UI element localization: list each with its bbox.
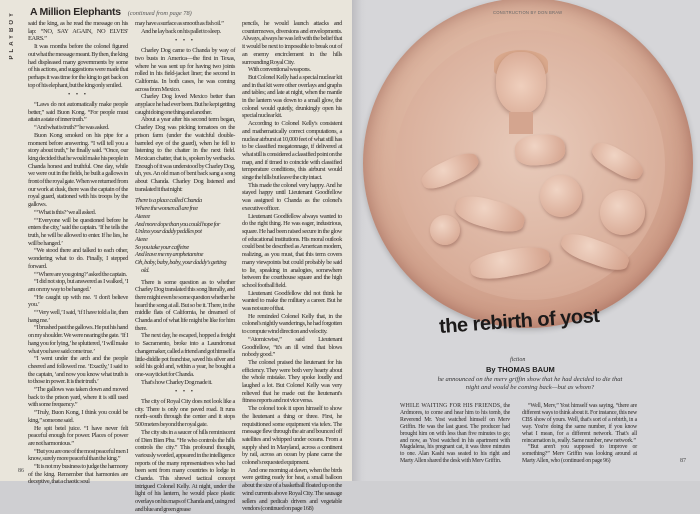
paragraph: may have a surface as smooth as fish oil.” bbox=[135, 20, 224, 27]
right-column-2 bbox=[522, 403, 637, 465]
paragraph: With conventional weapons. bbox=[248, 66, 311, 74]
paragraph: It was months before the colonel figured out what the message meant. By then, the king had displeased many governments by some of his actions, and suggestions were made that perhaps it was time for the king to get back on top of his elephant, but the king only smiled. bbox=[28, 43, 128, 89]
paragraph: “‘Where are you going?’ asked the captain. bbox=[34, 270, 127, 278]
paragraph: The colonel praised the lieutenant for his efficiency. They were both very hearty about the whole mistake. They spoke loudly and laughed a lot. But Colonel Kelly was very relieved that he made out the lieutenant's fitness reports and not vice versa. bbox=[242, 358, 342, 405]
paragraph: Charley Dog came to Chanda by way of two busts in America—the first in Texas, where he was sent up for having two joints rolled in his field-jacket liner; the second in California. In both cases, he was coming across from Mexico. bbox=[135, 47, 235, 93]
page-number-left: 86 bbox=[18, 468, 24, 474]
paragraph: “‘What is this?’ we all asked. bbox=[34, 208, 96, 216]
paragraph: And he lay back on his pallet to sleep. bbox=[141, 27, 221, 35]
poem-line: Where the women all are free bbox=[135, 205, 198, 213]
paragraph: “Truly, Buon Kong, I think you could be king,” someone said. bbox=[28, 409, 128, 424]
doll-hand bbox=[430, 215, 460, 245]
paragraph: He spit betel juice. “I have never felt peaceful enough for power. Places of power are not harmonious.” bbox=[28, 424, 128, 447]
story-deck: he announced on the merv griffin show that he had decided to die that night and would be coming back—but as whom? bbox=[437, 376, 623, 391]
poem-line: Unless your daddy peddles pot bbox=[135, 228, 202, 236]
paragraph: “Atomicwise,” said Lieutenant Goodfellow, “it's an ill wind that blows nobody good.” bbox=[242, 335, 342, 359]
paragraph: The colonel took it upon himself to show the lieutenant a thing or three. First, he requisitioned some equipment via telex. The message flew through the air and bounced off satellites and whipped under oceans. From a supply shed in Maryland, across a continent by rail, across an ocean by plane came the colonel's requested equipment. bbox=[242, 405, 342, 467]
paragraph: “I did not stop, but answered as I walked, ‘I am on my way to be hanged.’ bbox=[28, 278, 128, 293]
paragraph: “I brushed past the gallows. He put his hand on my shoulder. We were nearing the gate. ‘If I hang you for lying,’ he spluttered, ‘I will make what you have said come true.’ bbox=[28, 324, 128, 355]
paragraph: And one morning at dawn, when the birds were getting ready for heat, a small balloon about the size of a basketball floated up on the wind currents above Royal City. The sausage sellers and pedicab drivers and vegetable vendors (continued on page 168) bbox=[242, 466, 342, 513]
paragraph: The city sits in a saucer of hills reminiscent of Dien Bien Phu. “He who controls the hills controls the city.” This profound thought, variously worded, appeared in the intelligence reports of the many representatives who had been sent from many countries to lodge in Chanda. This shrewd tactical concept intrigued Colonel Kelly. At night, under the light of his lantern, he would place plastic overlays on his maps of Chanda and, using red and blue and green grease bbox=[135, 428, 235, 513]
paragraph: According to Colonel Kelly's consistent and mathematically correct computations, a nuclear airburst at 10,000 feet of what still has to be classified megatonnage, if delivered at what still is considered a classified point on the map, and if timed to coincide with classified temperature conditions, this airburst would singe the hills but leave the city intact. bbox=[242, 120, 342, 182]
paragraph: “But aren't you supposed to improve or something?” Merv Griffin was looking around at Marty Allen, who (continued on page 96) bbox=[522, 444, 637, 465]
paragraph: pencils, he would launch attacks and countermoves, diversions and envelopments. Always, always he was left with the belief that it would be next to impossible to break out of an enemy encirclement in the hills surrounding Royal City. bbox=[242, 20, 342, 66]
paragraph: The city of Royal City does not look like a city. There is only one paved road. It runs north–south through the center and it stops 500 meters beyond the royal gate. bbox=[135, 398, 235, 429]
running-head bbox=[30, 6, 192, 18]
paragraph: About a year after his second term began, Charley Dog was picking tomatoes on the prison farm (under the watchful double-barreled eye of the guard), when he fell to listening to the chatter in the next field. Mexican chatter, that is, spoken by wetbacks. Enough of it was understood by Charley Dog, uh, yes. An old man of bent back sang a song about Chanda. Charley Dog listened and translated it that night: bbox=[135, 116, 235, 193]
poem-line: Oh, baby, baby, baby, your daddy's getting old. bbox=[135, 259, 227, 274]
running-title: A Million Elephants bbox=[30, 6, 121, 18]
paragraph: That's how Charley Dog made it. bbox=[141, 378, 213, 386]
poem-line: So you take your caffeine bbox=[135, 243, 189, 251]
section-break: • • • bbox=[68, 91, 88, 99]
paragraph: “‘Very well,’ I said, ‘if I have told a lie, then hang me.’ bbox=[28, 309, 128, 324]
doll-head-small bbox=[540, 175, 582, 217]
section-break: • • • bbox=[175, 388, 195, 396]
paragraph-text: the Ardmores, to come and hear him to his tomb, the Reverend Mr. Yost watched himself on Merv Griffin. He was the last guest. The producer had brought him on with less than five minutes to go; and now, as Yost watched in his apartment with Magdalena, his pregnant cat, it was three minutes to one. Alan Kashi was seated to his right and Marty Allen shared the desk with Merv Griffin. bbox=[400, 403, 510, 465]
poem-line: And leave me my amphetamine bbox=[135, 251, 204, 259]
lead-in: WHILE WAITING FOR HIS FRIENDS, bbox=[400, 403, 502, 409]
paragraph: “It is not my business to judge the harmony of the king. Remember that harmonies are deceptive, that a chaotic soul bbox=[28, 463, 128, 486]
byline: By THOMAS BAUM bbox=[486, 365, 555, 374]
paragraph: The next day, he escaped, hopped a freight to Sacramento, broke into a Laundromat changemaker, called a friend and got himself a little-diddle pot franchise, saved his silver and sold his gold and, within a year, he bought a one-way ticket for Chanda. bbox=[135, 332, 235, 378]
paragraph: “‘Everyone will be questioned before he enters the city,’ said the captain. ‘If he tells the truth, he will be allowed to enter. If he lies, he will be hanged.’ bbox=[28, 216, 128, 247]
paragraph: “And what is truth?” he was asked. bbox=[34, 124, 110, 132]
left-column-1 bbox=[28, 20, 128, 486]
paragraph: This made the colonel very happy. And he stayed happy until Lieutenant Goodfellow was assigned to Chanda as the colonel's executive officer. bbox=[242, 181, 342, 212]
paragraph: Lieutenant Goodfellow always wanted to do the right thing. He was eager, industrious, square. He had been raised secure in the glow of educational institutions. His moral outlook could best be described as American modern, realizing, as you must, that this term covers many viewpoints but could probably be said to lie, speaking in analogies, somewhere between the courthouse square and the high school football field. bbox=[242, 212, 342, 289]
story-title: the rebirth of yost bbox=[438, 304, 601, 339]
doll-head bbox=[496, 52, 546, 114]
paragraph: Buon Kong smoked on his pipe for a moment before answering. “I will tell you a story about truth,” he finally said. “Once, our king decided that he would make his people in Chanda honest and truthful. One day, while we were out in the fields, he built a gallows in front of the royal gate. When we returned from our work at dusk, there was the captain of the royal guard, stationed with his troops by the gallows. bbox=[28, 131, 128, 209]
paragraph: Charley Dog loved Mexico better than anyplace he had ever been. But he kept getting caught doing one thing and another. bbox=[135, 93, 235, 116]
paragraph: “The gallows was taken down and moved back to the prison yard, where it is still used with some frequency.” bbox=[28, 386, 128, 409]
section-break: • • • bbox=[175, 37, 195, 45]
doll-head-small bbox=[600, 190, 645, 235]
paragraph: “I went under the arch and the people cheered and followed me. ‘Exactly,’ I said to the captain, ‘and now you know what truth is to those in power. It is their truth.’ bbox=[28, 355, 128, 386]
paragraph bbox=[400, 403, 510, 465]
paragraph: “He caught up with me. ‘I don't believe you.’ bbox=[28, 293, 128, 309]
paragraph: “We stood there and talked to each other, wondering what to do. Finally, I stepped forward. bbox=[28, 247, 128, 270]
poem-line: There is a place called Chanda bbox=[135, 197, 202, 205]
poem-line: And more dope than you could hope for bbox=[135, 220, 221, 228]
poem-line: Aieee bbox=[135, 235, 148, 243]
right-column-1 bbox=[400, 403, 510, 465]
section-label: fiction bbox=[510, 357, 526, 363]
doll-neck bbox=[509, 112, 533, 134]
left-column-2 bbox=[135, 20, 235, 514]
left-column-3 bbox=[242, 20, 342, 513]
paragraph: Lieutenant Goodfellow did not think he wanted to make the military a career. But he was not sure of that. bbox=[242, 289, 342, 313]
paragraph: He reminded Colonel Kelly that, in the colonel's nightly wanderings, he had forgotten to compute wind direction and velocity. bbox=[242, 312, 342, 336]
paragraph: said the king, as he read the message on his lap: “NO, SAY AGAIN, NO ELVES' EARS.” bbox=[28, 20, 128, 43]
paragraph: But Colonel Kelly had a special nuclear kit and in that kit were other overlays and graphs and tables; and late at night, when the mantle in the lantern was down to a small glow, the colonel would quietly, drunkingly open his special nuclear kit. bbox=[242, 73, 342, 120]
continued-from-note: (continued from page 78) bbox=[127, 10, 192, 17]
paragraph: “Well, Merv,” Yost himself was saying, “there are different ways to think about it. For instance, this new CBS show of yours. Well, that's sort of a rebirth, in a way. You're doing the same number, if you know what I mean, for a different network. That's all reincarnation is, really. Same number, new network.” bbox=[522, 403, 637, 444]
paragraph: “Laws do not automatically make people better,” said Buon Kong. “For people must attain a state of inner truth.” bbox=[28, 101, 128, 124]
folio-label: PLAYBOY bbox=[9, 10, 15, 60]
paragraph: “But you are one of the most peaceful men I know, surely more peaceful than the king.” bbox=[28, 447, 128, 463]
page-number-right: 87 bbox=[680, 458, 686, 464]
folio-playboy bbox=[8, 10, 16, 63]
poem-line: Aieeee bbox=[135, 212, 150, 220]
art-credit: CONSTRUCTION BY DON BRAW bbox=[493, 10, 563, 15]
paragraph: There is some question as to whether Charley Dog translated this song literally, and there might even be some question whether he heard the song at all. But so be it. There, in the middle flats of California, he dreamed of Chanda and of what life might be like for him there. bbox=[135, 278, 235, 332]
